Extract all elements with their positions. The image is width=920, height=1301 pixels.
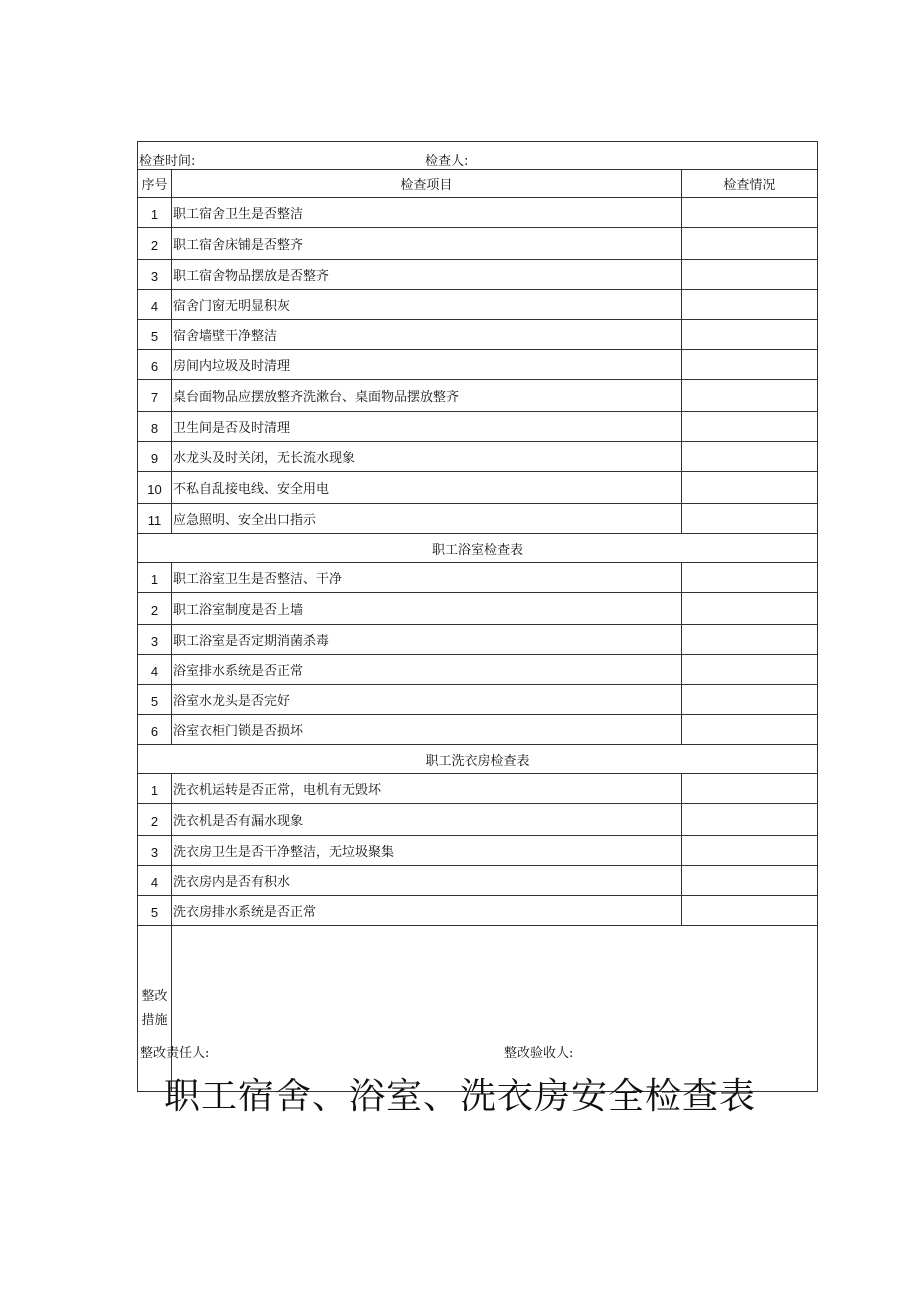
laundry-section-title: 职工洗衣房检查表 — [138, 745, 818, 774]
check-result-field[interactable] — [681, 715, 817, 745]
check-item: 宿舍墙壁干净整洁 — [172, 320, 682, 350]
table-row — [138, 655, 818, 685]
column-header-row — [138, 170, 818, 198]
inspection-table — [137, 141, 818, 1092]
check-item: 职工浴室卫生是否整洁、干净 — [172, 563, 682, 593]
check-result-field[interactable] — [681, 504, 817, 534]
check-item: 卫生间是否及时清理 — [172, 412, 682, 442]
table-row — [138, 380, 818, 412]
item-number: 1 — [138, 774, 172, 804]
item-number: 1 — [138, 563, 172, 593]
check-result-field[interactable] — [681, 563, 817, 593]
check-result-field[interactable] — [681, 320, 817, 350]
check-result-field[interactable] — [681, 866, 817, 896]
check-result-field[interactable] — [681, 290, 817, 320]
item-number: 4 — [138, 655, 172, 685]
check-item: 洗衣房排水系统是否正常 — [172, 896, 682, 926]
check-item: 宿舍门窗无明显积灰 — [172, 290, 682, 320]
bathroom-section-title-row — [138, 534, 818, 563]
check-item: 职工宿舍物品摆放是否整齐 — [172, 260, 682, 290]
column-header-no: 序号 — [138, 170, 172, 198]
check-item: 桌台面物品应摆放整齐洗漱台、桌面物品摆放整齐 — [172, 380, 682, 412]
item-number: 3 — [138, 260, 172, 290]
item-number: 2 — [138, 593, 172, 625]
item-number: 6 — [138, 350, 172, 380]
check-result-field[interactable] — [681, 228, 817, 260]
table-row — [138, 320, 818, 350]
table-row — [138, 685, 818, 715]
item-number: 6 — [138, 715, 172, 745]
table-row — [138, 228, 818, 260]
item-number: 9 — [138, 442, 172, 472]
rectification-measures-field[interactable] — [172, 926, 818, 1092]
page-title: 职工宿舍、浴室、洗衣房安全检查表 — [163, 1076, 756, 1117]
check-result-field[interactable] — [681, 442, 817, 472]
table-row — [138, 715, 818, 745]
check-item: 洗衣机运转是否正常，电机有无毁坏 — [172, 774, 682, 804]
table-row — [138, 804, 818, 836]
check-result-field[interactable] — [681, 412, 817, 442]
check-result-field[interactable] — [681, 472, 817, 504]
item-number: 7 — [138, 380, 172, 412]
header-cell — [138, 142, 818, 170]
item-number: 2 — [138, 228, 172, 260]
bathroom-section — [138, 563, 818, 745]
inspection-time-label: 检查时间: — [139, 154, 196, 169]
column-header-result: 检查情况 — [681, 170, 817, 198]
rectification-responsible-label: 整改责任人: — [140, 1046, 210, 1061]
table-row — [138, 472, 818, 504]
check-result-field[interactable] — [681, 198, 817, 228]
item-number: 4 — [138, 866, 172, 896]
check-result-field[interactable] — [681, 260, 817, 290]
check-result-field[interactable] — [681, 593, 817, 625]
item-number: 5 — [138, 320, 172, 350]
footer — [140, 1042, 820, 1062]
check-result-field[interactable] — [681, 896, 817, 926]
check-item: 洗衣房卫生是否干净整洁，无垃圾聚集 — [172, 836, 682, 866]
item-number: 8 — [138, 412, 172, 442]
rectification-label — [138, 926, 172, 1092]
check-item: 浴室衣柜门锁是否损坏 — [172, 715, 682, 745]
rectification-label-line1: 整改 — [141, 988, 168, 1004]
check-item: 洗衣房内是否有积水 — [172, 866, 682, 896]
item-number: 3 — [138, 625, 172, 655]
check-result-field[interactable] — [681, 625, 817, 655]
item-number: 3 — [138, 836, 172, 866]
item-number: 5 — [138, 896, 172, 926]
table-row — [138, 866, 818, 896]
check-item: 浴室排水系统是否正常 — [172, 655, 682, 685]
table-row — [138, 563, 818, 593]
check-item: 职工宿舍卫生是否整洁 — [172, 198, 682, 228]
check-item: 职工宿舍床铺是否整齐 — [172, 228, 682, 260]
check-result-field[interactable] — [681, 655, 817, 685]
item-number: 4 — [138, 290, 172, 320]
laundry-section-title-row — [138, 745, 818, 774]
check-result-field[interactable] — [681, 836, 817, 866]
dormitory-section — [138, 198, 818, 534]
table-row — [138, 774, 818, 804]
check-item: 职工浴室制度是否上墙 — [172, 593, 682, 625]
table-row — [138, 896, 818, 926]
table-row — [138, 260, 818, 290]
table-row — [138, 504, 818, 534]
rectification-acceptance-label: 整改验收人: — [504, 1046, 574, 1061]
bathroom-section-title: 职工浴室检查表 — [138, 534, 818, 563]
table-row — [138, 836, 818, 866]
check-item: 职工浴室是否定期消菌杀毒 — [172, 625, 682, 655]
item-number: 2 — [138, 804, 172, 836]
check-result-field[interactable] — [681, 350, 817, 380]
item-number: 11 — [138, 504, 172, 534]
check-item: 房间内垃圾及时清理 — [172, 350, 682, 380]
check-result-field[interactable] — [681, 380, 817, 412]
table-row — [138, 625, 818, 655]
check-result-field[interactable] — [681, 774, 817, 804]
table-row — [138, 198, 818, 228]
item-number: 10 — [138, 472, 172, 504]
header-row — [138, 142, 818, 170]
check-item: 不私自乱接电线、安全用电 — [172, 472, 682, 504]
table-row — [138, 290, 818, 320]
item-number: 1 — [138, 198, 172, 228]
rectification-label-line2: 措施 — [141, 1012, 168, 1028]
check-result-field[interactable] — [681, 685, 817, 715]
table-row — [138, 412, 818, 442]
laundry-section — [138, 774, 818, 926]
table-row — [138, 593, 818, 625]
check-item: 洗衣机是否有漏水现象 — [172, 804, 682, 836]
inspector-label: 检查人: — [425, 154, 469, 169]
rectification-row — [138, 926, 818, 1092]
check-result-field[interactable] — [681, 804, 817, 836]
column-header-item: 检查项目 — [172, 170, 682, 198]
table-row — [138, 442, 818, 472]
table-row — [138, 350, 818, 380]
check-item: 水龙头及时关闭，无长流水现象 — [172, 442, 682, 472]
check-item: 应急照明、安全出口指示 — [172, 504, 682, 534]
item-number: 5 — [138, 685, 172, 715]
check-item: 浴室水龙头是否完好 — [172, 685, 682, 715]
